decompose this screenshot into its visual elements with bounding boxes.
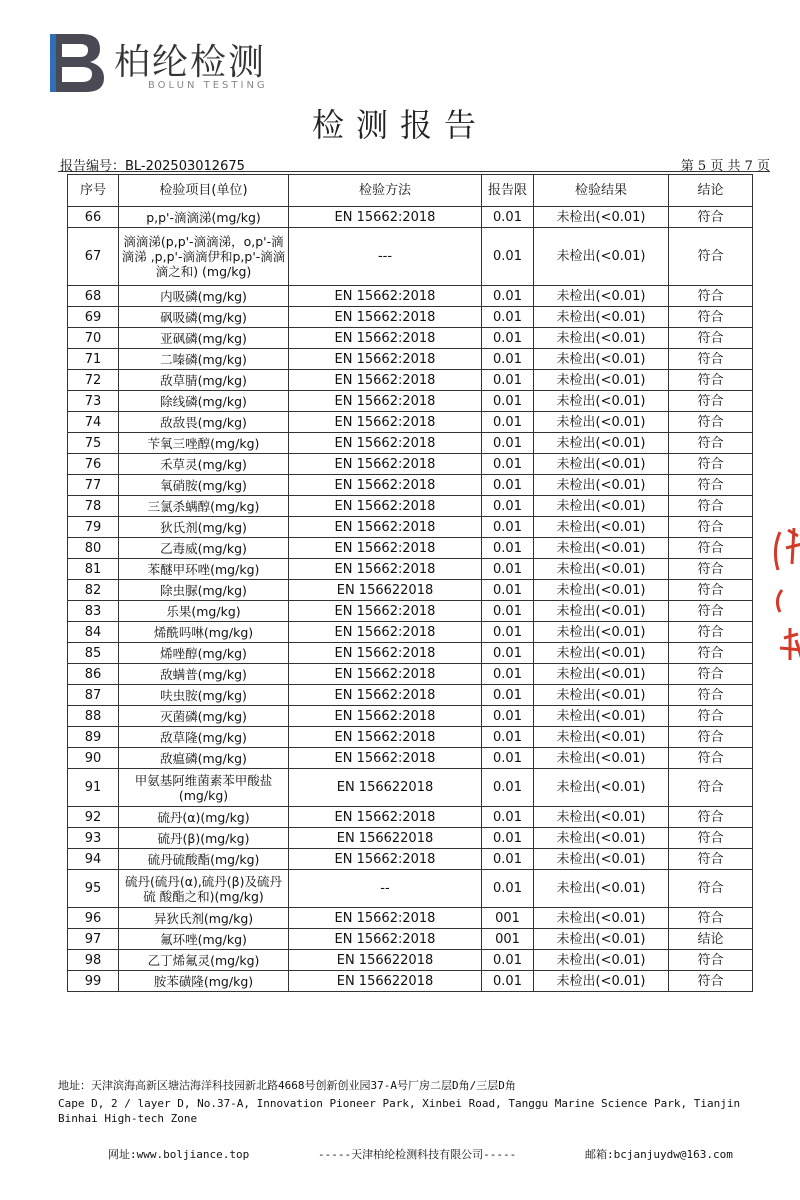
row-seq: 94 xyxy=(68,849,119,870)
row-limit: 0.01 xyxy=(482,870,534,908)
row-limit: 0.01 xyxy=(482,664,534,685)
row-limit: 001 xyxy=(482,908,534,929)
row-item: 敌螨普(mg/kg) xyxy=(119,664,289,685)
row-conclusion: 符合 xyxy=(669,228,753,286)
table-row xyxy=(68,748,753,769)
row-item: 苯醚甲环唑(mg/kg) xyxy=(119,559,289,580)
row-item: 氟环唑(mg/kg) xyxy=(119,929,289,950)
row-limit: 0.01 xyxy=(482,496,534,517)
row-method: EN 15662:2018 xyxy=(289,849,482,870)
row-item: 除线磷(mg/kg) xyxy=(119,391,289,412)
row-limit: 0.01 xyxy=(482,349,534,370)
row-seq: 93 xyxy=(68,828,119,849)
row-conclusion: 符合 xyxy=(669,328,753,349)
row-item: 胺苯磺隆(mg/kg) xyxy=(119,971,289,992)
table-row xyxy=(68,706,753,727)
bolun-logo-icon xyxy=(48,32,108,94)
row-result: 未检出(<0.01) xyxy=(534,748,669,769)
row-method: EN 15662:2018 xyxy=(289,643,482,664)
row-item: 苄氧三唑醇(mg/kg) xyxy=(119,433,289,454)
row-method: EN 15662:2018 xyxy=(289,370,482,391)
row-result: 未检出(<0.01) xyxy=(534,517,669,538)
table-row xyxy=(68,454,753,475)
row-method: EN 156622018 xyxy=(289,769,482,807)
row-conclusion: 符合 xyxy=(669,807,753,828)
row-conclusion: 符合 xyxy=(669,849,753,870)
row-seq: 82 xyxy=(68,580,119,601)
row-item: 敌敌畏(mg/kg) xyxy=(119,412,289,433)
row-conclusion: 符合 xyxy=(669,349,753,370)
table-row xyxy=(68,807,753,828)
row-limit: 0.01 xyxy=(482,950,534,971)
table-row xyxy=(68,391,753,412)
row-item: p,p'-滴滴涕(mg/kg) xyxy=(119,207,289,228)
row-result: 未检出(<0.01) xyxy=(534,370,669,391)
row-seq: 74 xyxy=(68,412,119,433)
row-method: EN 15662:2018 xyxy=(289,807,482,828)
row-result: 未检出(<0.01) xyxy=(534,475,669,496)
row-result: 未检出(<0.01) xyxy=(534,454,669,475)
row-seq: 89 xyxy=(68,727,119,748)
row-method: EN 15662:2018 xyxy=(289,727,482,748)
row-method: EN 15662:2018 xyxy=(289,706,482,727)
table-row xyxy=(68,870,753,908)
row-seq: 70 xyxy=(68,328,119,349)
row-item: 硫丹(β)(mg/kg) xyxy=(119,828,289,849)
row-item: 烯唑醇(mg/kg) xyxy=(119,643,289,664)
row-conclusion: 符合 xyxy=(669,950,753,971)
row-result: 未检出(<0.01) xyxy=(534,769,669,807)
row-seq: 66 xyxy=(68,207,119,228)
row-limit: 0.01 xyxy=(482,622,534,643)
row-item: 乙丁烯氟灵(mg/kg) xyxy=(119,950,289,971)
table-row xyxy=(68,328,753,349)
row-seq: 95 xyxy=(68,870,119,908)
table-row xyxy=(68,433,753,454)
row-result: 未检出(<0.01) xyxy=(534,727,669,748)
row-method: EN 15662:2018 xyxy=(289,664,482,685)
row-conclusion: 符合 xyxy=(669,601,753,622)
row-seq: 99 xyxy=(68,971,119,992)
row-conclusion: 符合 xyxy=(669,622,753,643)
row-limit: 0.01 xyxy=(482,685,534,706)
header-method: 检验方法 xyxy=(289,175,482,207)
row-seq: 97 xyxy=(68,929,119,950)
red-seal-stamp xyxy=(768,520,800,685)
row-seq: 85 xyxy=(68,643,119,664)
row-seq: 86 xyxy=(68,664,119,685)
row-seq: 84 xyxy=(68,622,119,643)
row-conclusion: 符合 xyxy=(669,706,753,727)
row-limit: 0.01 xyxy=(482,412,534,433)
row-seq: 67 xyxy=(68,228,119,286)
row-limit: 0.01 xyxy=(482,538,534,559)
row-method: EN 15662:2018 xyxy=(289,496,482,517)
row-limit: 0.01 xyxy=(482,601,534,622)
row-seq: 81 xyxy=(68,559,119,580)
row-seq: 91 xyxy=(68,769,119,807)
row-result: 未检出(<0.01) xyxy=(534,307,669,328)
row-method: EN 15662:2018 xyxy=(289,475,482,496)
row-result: 未检出(<0.01) xyxy=(534,433,669,454)
row-item: 乙毒威(mg/kg) xyxy=(119,538,289,559)
row-result: 未检出(<0.01) xyxy=(534,971,669,992)
row-item: 硫丹(α)(mg/kg) xyxy=(119,807,289,828)
row-method: EN 15662:2018 xyxy=(289,433,482,454)
row-conclusion: 符合 xyxy=(669,870,753,908)
table-row xyxy=(68,412,753,433)
row-limit: 0.01 xyxy=(482,228,534,286)
row-seq: 83 xyxy=(68,601,119,622)
row-result: 未检出(<0.01) xyxy=(534,828,669,849)
row-limit: 0.01 xyxy=(482,748,534,769)
row-method: EN 15662:2018 xyxy=(289,559,482,580)
table-row xyxy=(68,727,753,748)
row-result: 未检出(<0.01) xyxy=(534,870,669,908)
row-method: --- xyxy=(289,228,482,286)
row-item: 乐果(mg/kg) xyxy=(119,601,289,622)
row-seq: 76 xyxy=(68,454,119,475)
row-limit: 0.01 xyxy=(482,727,534,748)
table-row xyxy=(68,908,753,929)
row-seq: 92 xyxy=(68,807,119,828)
row-limit: 0.01 xyxy=(482,391,534,412)
row-result: 未检出(<0.01) xyxy=(534,622,669,643)
row-conclusion: 符合 xyxy=(669,769,753,807)
row-item: 内吸磷(mg/kg) xyxy=(119,286,289,307)
row-limit: 0.01 xyxy=(482,517,534,538)
row-result: 未检出(<0.01) xyxy=(534,908,669,929)
row-result: 未检出(<0.01) xyxy=(534,538,669,559)
row-method: EN 15662:2018 xyxy=(289,538,482,559)
row-conclusion: 符合 xyxy=(669,685,753,706)
row-item: 敌草腈(mg/kg) xyxy=(119,370,289,391)
table-row xyxy=(68,622,753,643)
row-item: 氧硝胺(mg/kg) xyxy=(119,475,289,496)
table-header-row xyxy=(68,175,753,207)
row-seq: 79 xyxy=(68,517,119,538)
row-method: EN 15662:2018 xyxy=(289,328,482,349)
row-seq: 90 xyxy=(68,748,119,769)
row-seq: 78 xyxy=(68,496,119,517)
row-method: EN 15662:2018 xyxy=(289,601,482,622)
row-method: EN 15662:2018 xyxy=(289,748,482,769)
row-item: 二嗪磷(mg/kg) xyxy=(119,349,289,370)
row-conclusion: 符合 xyxy=(669,391,753,412)
row-conclusion: 符合 xyxy=(669,207,753,228)
page-indicator: 第 5 页 共 7 页 xyxy=(680,159,770,174)
row-result: 未检出(<0.01) xyxy=(534,664,669,685)
row-conclusion: 符合 xyxy=(669,908,753,929)
results-table xyxy=(67,174,753,992)
row-method: EN 156622018 xyxy=(289,950,482,971)
row-conclusion: 符合 xyxy=(669,828,753,849)
row-item: 三氯杀螨醇(mg/kg) xyxy=(119,496,289,517)
report-number: 报告编号：BL-202503012675 xyxy=(60,159,245,174)
row-seq: 72 xyxy=(68,370,119,391)
row-conclusion: 符合 xyxy=(669,748,753,769)
row-result: 未检出(<0.01) xyxy=(534,328,669,349)
row-limit: 0.01 xyxy=(482,454,534,475)
row-result: 未检出(<0.01) xyxy=(534,601,669,622)
table-row xyxy=(68,849,753,870)
row-conclusion: 符合 xyxy=(669,433,753,454)
row-result: 未检出(<0.01) xyxy=(534,706,669,727)
row-item: 硫丹硫酸酯(mg/kg) xyxy=(119,849,289,870)
row-conclusion: 符合 xyxy=(669,643,753,664)
footer-address-cn: 地址：天津滨海高新区塘沽海洋科技园新北路4668号创新创业园37-A号厂房二层D角/三层D角 xyxy=(58,1079,516,1092)
row-conclusion: 符合 xyxy=(669,370,753,391)
row-result: 未检出(<0.01) xyxy=(534,685,669,706)
row-result: 未检出(<0.01) xyxy=(534,849,669,870)
row-method: EN 156622018 xyxy=(289,971,482,992)
row-limit: 0.01 xyxy=(482,643,534,664)
row-item: 灭菌磷(mg/kg) xyxy=(119,706,289,727)
row-item: 亚砜磷(mg/kg) xyxy=(119,328,289,349)
row-method: -- xyxy=(289,870,482,908)
row-method: EN 15662:2018 xyxy=(289,349,482,370)
row-limit: 0.01 xyxy=(482,559,534,580)
row-method: EN 15662:2018 xyxy=(289,307,482,328)
table-row xyxy=(68,950,753,971)
row-seq: 73 xyxy=(68,391,119,412)
row-seq: 87 xyxy=(68,685,119,706)
header-divider xyxy=(58,171,770,172)
row-conclusion: 符合 xyxy=(669,475,753,496)
row-result: 未检出(<0.01) xyxy=(534,391,669,412)
table-row xyxy=(68,286,753,307)
row-item: 禾草灵(mg/kg) xyxy=(119,454,289,475)
footer-email: 邮箱:bcjanjuydw@163.com xyxy=(585,1148,733,1161)
table-row xyxy=(68,685,753,706)
row-conclusion: 符合 xyxy=(669,538,753,559)
row-limit: 0.01 xyxy=(482,769,534,807)
table-row xyxy=(68,538,753,559)
row-method: EN 15662:2018 xyxy=(289,908,482,929)
table-row xyxy=(68,349,753,370)
row-result: 未检出(<0.01) xyxy=(534,286,669,307)
row-conclusion: 符合 xyxy=(669,971,753,992)
table-row xyxy=(68,475,753,496)
row-result: 未检出(<0.01) xyxy=(534,580,669,601)
row-method: EN 15662:2018 xyxy=(289,517,482,538)
row-result: 未检出(<0.01) xyxy=(534,412,669,433)
row-item: 甲氨基阿维菌素苯甲酸盐(mg/kg) xyxy=(119,769,289,807)
row-seq: 88 xyxy=(68,706,119,727)
row-item: 滴滴涕(p,p'-滴滴涕，o,p'-滴滴涕 ,p,p'-滴滴伊和p,p'-滴滴滴之和) (mg/kg) xyxy=(119,228,289,286)
row-limit: 0.01 xyxy=(482,849,534,870)
row-result: 未检出(<0.01) xyxy=(534,207,669,228)
row-result: 未检出(<0.01) xyxy=(534,559,669,580)
row-method: EN 15662:2018 xyxy=(289,685,482,706)
row-method: EN 15662:2018 xyxy=(289,286,482,307)
row-seq: 71 xyxy=(68,349,119,370)
footer-company: -----天津柏纶检测科技有限公司----- xyxy=(318,1148,517,1161)
row-conclusion: 符合 xyxy=(669,496,753,517)
logo-name-en: BOLUN TESTING xyxy=(148,80,268,91)
row-result: 未检出(<0.01) xyxy=(534,496,669,517)
row-seq: 96 xyxy=(68,908,119,929)
table-row xyxy=(68,207,753,228)
row-item: 敌瘟磷(mg/kg) xyxy=(119,748,289,769)
row-limit: 0.01 xyxy=(482,971,534,992)
row-seq: 68 xyxy=(68,286,119,307)
row-item: 烯酰吗啉(mg/kg) xyxy=(119,622,289,643)
row-result: 未检出(<0.01) xyxy=(534,929,669,950)
table-row xyxy=(68,664,753,685)
row-method: EN 15662:2018 xyxy=(289,929,482,950)
row-result: 未检出(<0.01) xyxy=(534,228,669,286)
row-method: EN 156622018 xyxy=(289,828,482,849)
row-seq: 77 xyxy=(68,475,119,496)
row-limit: 0.01 xyxy=(482,207,534,228)
header-result: 检验结果 xyxy=(534,175,669,207)
row-limit: 0.01 xyxy=(482,433,534,454)
header-limit: 报告限 xyxy=(482,175,534,207)
row-conclusion: 符合 xyxy=(669,664,753,685)
row-result: 未检出(<0.01) xyxy=(534,349,669,370)
table-row xyxy=(68,828,753,849)
header-seq: 序号 xyxy=(68,175,119,207)
row-conclusion: 符合 xyxy=(669,307,753,328)
row-seq: 98 xyxy=(68,950,119,971)
row-result: 未检出(<0.01) xyxy=(534,807,669,828)
table-row xyxy=(68,307,753,328)
row-limit: 001 xyxy=(482,929,534,950)
row-conclusion: 符合 xyxy=(669,559,753,580)
row-limit: 0.01 xyxy=(482,370,534,391)
row-method: EN 15662:2018 xyxy=(289,207,482,228)
table-body xyxy=(68,207,753,992)
company-logo xyxy=(48,28,288,98)
row-item: 硫丹(硫丹(α),硫丹(β)及硫丹硫 酸酯之和)(mg/kg) xyxy=(119,870,289,908)
table-row xyxy=(68,517,753,538)
row-seq: 75 xyxy=(68,433,119,454)
row-conclusion: 结论 xyxy=(669,929,753,950)
row-limit: 0.01 xyxy=(482,807,534,828)
row-limit: 0.01 xyxy=(482,286,534,307)
table-row xyxy=(68,643,753,664)
header-conclusion: 结论 xyxy=(669,175,753,207)
footer-address-en: Cape D, 2 / layer D, No.37-A, Innovation Pioneer Park, Xinbei Road, Tanggu Marine Science Park, Tianjin Binhai High-tech Zone xyxy=(58,1097,741,1125)
table-row xyxy=(68,971,753,992)
row-result: 未检出(<0.01) xyxy=(534,643,669,664)
row-method: EN 156622018 xyxy=(289,580,482,601)
row-item: 敌草隆(mg/kg) xyxy=(119,727,289,748)
row-conclusion: 符合 xyxy=(669,454,753,475)
row-method: EN 15662:2018 xyxy=(289,622,482,643)
table-row xyxy=(68,580,753,601)
row-method: EN 15662:2018 xyxy=(289,454,482,475)
row-limit: 0.01 xyxy=(482,475,534,496)
row-method: EN 15662:2018 xyxy=(289,391,482,412)
row-method: EN 15662:2018 xyxy=(289,412,482,433)
row-limit: 0.01 xyxy=(482,328,534,349)
logo-name-cn: 柏纶检测 xyxy=(114,42,267,83)
table-row xyxy=(68,769,753,807)
row-conclusion: 符合 xyxy=(669,412,753,433)
row-item: 异狄氏剂(mg/kg) xyxy=(119,908,289,929)
row-item: 砜吸磷(mg/kg) xyxy=(119,307,289,328)
table-row xyxy=(68,370,753,391)
table-row xyxy=(68,559,753,580)
results-table-container xyxy=(67,174,752,992)
row-conclusion: 符合 xyxy=(669,517,753,538)
row-limit: 0.01 xyxy=(482,307,534,328)
row-limit: 0.01 xyxy=(482,828,534,849)
header-item: 检验项目(单位) xyxy=(119,175,289,207)
row-limit: 0.01 xyxy=(482,706,534,727)
row-item: 呋虫胺(mg/kg) xyxy=(119,685,289,706)
row-limit: 0.01 xyxy=(482,580,534,601)
row-seq: 80 xyxy=(68,538,119,559)
table-row xyxy=(68,496,753,517)
row-seq: 69 xyxy=(68,307,119,328)
table-row xyxy=(68,929,753,950)
footer-website: 网址:www.boljiance.top xyxy=(108,1148,250,1161)
table-row xyxy=(68,601,753,622)
row-result: 未检出(<0.01) xyxy=(534,950,669,971)
table-row xyxy=(68,228,753,286)
row-conclusion: 符合 xyxy=(669,286,753,307)
row-item: 除虫脲(mg/kg) xyxy=(119,580,289,601)
row-item: 狄氏剂(mg/kg) xyxy=(119,517,289,538)
report-title: 检测报告 xyxy=(311,106,488,144)
row-conclusion: 符合 xyxy=(669,580,753,601)
row-conclusion: 符合 xyxy=(669,727,753,748)
